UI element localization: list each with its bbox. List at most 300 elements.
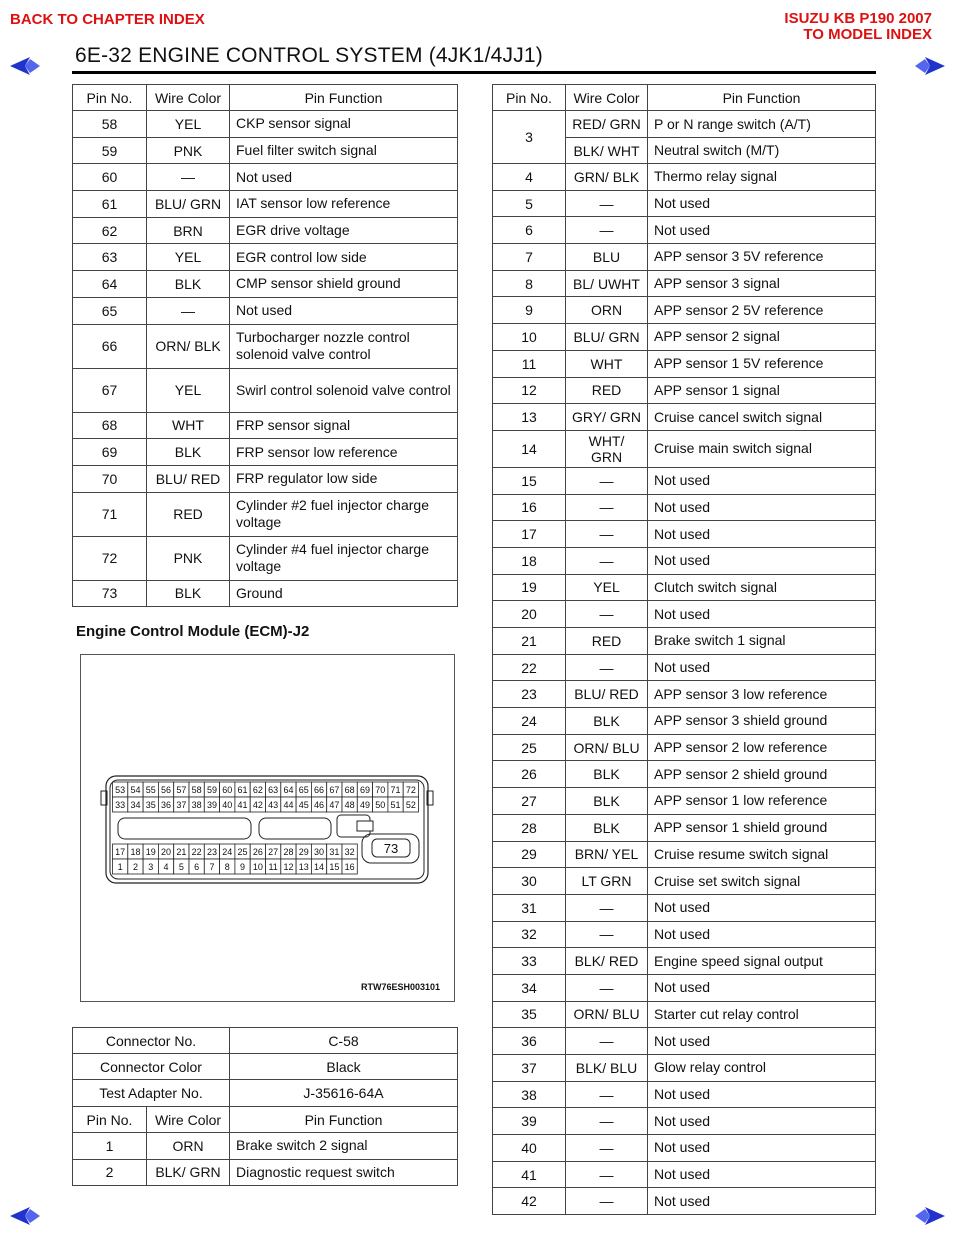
pin-number: 15: [329, 862, 340, 873]
table-row: [73, 1159, 458, 1186]
pin-no-cell: 42: [493, 1188, 566, 1215]
pin-number: 63: [268, 785, 279, 796]
next-page-arrow-icon[interactable]: [913, 55, 947, 77]
pin-no-cell: 29: [493, 841, 566, 868]
pin-no-cell: 25: [493, 734, 566, 761]
wire-color-cell: —: [566, 921, 648, 948]
pin-function-header: Pin Function: [230, 85, 458, 111]
pin-function-cell: Not used: [648, 601, 876, 628]
pin-function-cell: CMP sensor shield ground: [230, 271, 458, 298]
pin-no-cell: 64: [73, 271, 147, 298]
wire-color-header: Wire Color: [147, 85, 230, 111]
pin-no-cell: 13: [493, 404, 566, 431]
pin-function-cell: Turbocharger nozzle control solenoid valve control: [230, 324, 458, 368]
pin-number: 17: [115, 847, 126, 858]
table-row: [493, 430, 876, 467]
table-row: [493, 681, 876, 708]
pin-number: 60: [222, 785, 233, 796]
ecm-j2-heading: Engine Control Module (ECM)-J2: [76, 623, 310, 640]
pin-function-cell: Not used: [648, 1188, 876, 1215]
pin-number: 69: [359, 785, 370, 796]
pin-number: 33: [115, 800, 126, 811]
pin-no-header: Pin No.: [493, 85, 566, 111]
wire-color-cell: ORN/ BLK: [147, 324, 230, 368]
pin-no-cell: 8: [493, 270, 566, 297]
pin-function-cell: Cruise main switch signal: [648, 430, 876, 467]
wire-color-cell: BLK: [147, 439, 230, 466]
connector-no-value: C-58: [230, 1028, 458, 1054]
pin-number: 8: [224, 862, 230, 873]
pin-number: 56: [161, 785, 172, 796]
pin-no-cell: 16: [493, 494, 566, 521]
pin-function-cell: Cylinder #4 fuel injector charge voltage: [230, 536, 458, 580]
pin-no-cell: 6: [493, 217, 566, 244]
pin-number: 37: [176, 800, 187, 811]
table-row: [493, 574, 876, 601]
pin-number: 35: [145, 800, 156, 811]
table-row: [493, 628, 876, 655]
pin-function-cell: Not used: [648, 894, 876, 921]
pin-no-cell: 11: [493, 350, 566, 377]
pin-function-cell: Not used: [648, 494, 876, 521]
pin-function-cell: Not used: [648, 921, 876, 948]
pin-function-cell: EGR drive voltage: [230, 217, 458, 244]
pin-number: 59: [206, 785, 217, 796]
pin-function-cell: Not used: [648, 217, 876, 244]
connector-drawing: [81, 655, 454, 1001]
pin-function-cell: Not used: [648, 521, 876, 548]
pin-no-cell: 17: [493, 521, 566, 548]
table-row: [493, 841, 876, 868]
pin-function-cell: Brake switch 1 signal: [648, 628, 876, 655]
connector-no-label: Connector No.: [73, 1028, 230, 1054]
table-row: [493, 788, 876, 815]
wire-color-cell: —: [566, 601, 648, 628]
wire-color-cell: RED: [566, 628, 648, 655]
table-row: [73, 271, 458, 298]
pin-function-cell: APP sensor 2 low reference: [648, 734, 876, 761]
wire-color-cell: PNK: [147, 536, 230, 580]
table-row: [493, 761, 876, 788]
pin-number: 54: [130, 785, 141, 796]
pin-function-cell: Brake switch 2 signal: [230, 1133, 458, 1160]
table-header-row: [493, 85, 876, 111]
pin-no-cell: 34: [493, 974, 566, 1001]
table-row: [493, 547, 876, 574]
wire-color-cell: —: [566, 654, 648, 681]
connector-slot-left: [118, 818, 251, 839]
wire-color-cell: WHT: [147, 412, 230, 439]
wire-color-cell: ORN/ BLU: [566, 734, 648, 761]
pin-no-cell: 35: [493, 1001, 566, 1028]
wire-color-cell: —: [566, 521, 648, 548]
table-row: [493, 1001, 876, 1028]
pin-function-cell: Not used: [648, 974, 876, 1001]
pin-number: 62: [252, 785, 263, 796]
pin-function-cell: APP sensor 2 5V reference: [648, 297, 876, 324]
pin-number: 50: [375, 800, 386, 811]
pin-function-cell: EGR control low side: [230, 244, 458, 271]
pin-number: 20: [161, 847, 172, 858]
table-row: [493, 1135, 876, 1162]
ecm-j2-info-table: [72, 1027, 458, 1186]
table-row: [73, 191, 458, 218]
wire-color-cell: ORN/ BLU: [566, 1001, 648, 1028]
pin-number: 9: [240, 862, 246, 873]
pin-number: 14: [314, 862, 325, 873]
table-row: [493, 868, 876, 895]
pin-function-cell: APP sensor 2 signal: [648, 324, 876, 351]
wire-color-cell: BLU/ GRN: [147, 191, 230, 218]
wire-color-cell: —: [566, 1081, 648, 1108]
pin-no-cell: 4: [493, 164, 566, 191]
pin-no-cell: 22: [493, 654, 566, 681]
pin-number: 41: [237, 800, 248, 811]
pin-no-cell: 10: [493, 324, 566, 351]
table-row: [493, 297, 876, 324]
pin-no-cell: 71: [73, 492, 147, 536]
pin-number: 70: [375, 785, 386, 796]
pin-function-cell: IAT sensor low reference: [230, 191, 458, 218]
connector-key-tab: [357, 821, 373, 831]
pin-no-cell: 62: [73, 217, 147, 244]
table-row: [493, 217, 876, 244]
wire-color-cell: —: [566, 1188, 648, 1215]
pin-number: 21: [176, 847, 187, 858]
pin-number: 49: [359, 800, 370, 811]
table-row: [493, 974, 876, 1001]
wire-color-cell: LT GRN: [566, 868, 648, 895]
pin-no-cell: 66: [73, 324, 147, 368]
table-row: [493, 1161, 876, 1188]
pin-no-cell: 69: [73, 439, 147, 466]
pin-number: 18: [130, 847, 141, 858]
page-title: 6E-32 ENGINE CONTROL SYSTEM (4JK1/4JJ1): [75, 44, 543, 67]
pin-no-cell: 33: [493, 948, 566, 975]
pin-no-cell: 9: [493, 297, 566, 324]
wire-color-cell: —: [566, 974, 648, 1001]
pin-function-cell: Not used: [648, 1135, 876, 1162]
wire-color-cell: BLU/ RED: [566, 681, 648, 708]
wire-color-cell: BLK/ RED: [566, 948, 648, 975]
pin-function-cell: Not used: [648, 654, 876, 681]
pin-no-cell: 73: [73, 580, 147, 607]
pin-no-cell: 30: [493, 868, 566, 895]
pin-function-cell: Not used: [648, 1028, 876, 1055]
pin-number: 65: [298, 785, 309, 796]
pin-no-cell: 3: [493, 111, 566, 164]
table-row: [493, 708, 876, 735]
pin-number: 53: [115, 785, 126, 796]
pin-function-cell: APP sensor 3 low reference: [648, 681, 876, 708]
table-row: [493, 1188, 876, 1215]
pin-function-cell: Not used: [648, 467, 876, 494]
table-row: [73, 297, 458, 324]
table-row: [73, 536, 458, 580]
pin-number: 61: [237, 785, 248, 796]
pin-no-cell: 12: [493, 377, 566, 404]
wire-color-cell: BL/ UWHT: [566, 270, 648, 297]
pin-no-cell: 32: [493, 921, 566, 948]
pin-function-cell: Not used: [648, 547, 876, 574]
model-index-link[interactable]: [784, 11, 932, 43]
pin-number: 28: [283, 847, 294, 858]
pin-no-header: Pin No.: [73, 85, 147, 111]
pin-number: 27: [268, 847, 279, 858]
test-adapter-value: J-35616-64A: [230, 1080, 458, 1107]
pin-function-cell: Swirl control solenoid valve control: [230, 368, 458, 412]
pin-no-cell: 23: [493, 681, 566, 708]
pin-function-cell: Fuel filter switch signal: [230, 137, 458, 164]
prev-page-arrow-icon[interactable]: [8, 55, 42, 77]
wire-color-cell: BLK: [566, 761, 648, 788]
pin-function-cell: APP sensor 3 signal: [648, 270, 876, 297]
table-row: [73, 164, 458, 191]
wire-color-cell: —: [566, 217, 648, 244]
wire-color-cell: —: [566, 1135, 648, 1162]
table-row: [493, 1055, 876, 1082]
pin-function-cell: Thermo relay signal: [648, 164, 876, 191]
pin-no-cell: 59: [73, 137, 147, 164]
pin-number: 22: [191, 847, 202, 858]
pin-no-cell: 14: [493, 430, 566, 467]
pin-number: 4: [163, 862, 169, 873]
table-row: [493, 350, 876, 377]
wire-color-cell: RED/ GRN: [566, 111, 648, 138]
figure-id: RTW76ESH003101: [360, 982, 440, 992]
pin-function-cell: Diagnostic request switch: [230, 1159, 458, 1186]
pin-no-cell: 26: [493, 761, 566, 788]
pin-function-cell: Not used: [648, 1108, 876, 1135]
table-row: [493, 164, 876, 191]
table-row: [73, 111, 458, 138]
pin-no-cell: 5: [493, 190, 566, 217]
ecm-j1-pin-table: [72, 84, 458, 607]
table-header-row: [73, 85, 458, 111]
pin-no-cell: 28: [493, 814, 566, 841]
table-row: [73, 580, 458, 607]
table-row: [493, 1081, 876, 1108]
pin-number: 68: [344, 785, 355, 796]
model-name: ISUZU KB P190 2007: [784, 10, 932, 27]
back-to-chapter-index-link[interactable]: BACK TO CHAPTER INDEX: [10, 11, 205, 28]
pin-function-cell: APP sensor 3 5V reference: [648, 244, 876, 271]
pin-function-cell: Cruise set switch signal: [648, 868, 876, 895]
pin-no-cell: 61: [73, 191, 147, 218]
pin-no-cell: 36: [493, 1028, 566, 1055]
pin-number: 55: [145, 785, 156, 796]
prev-page-arrow-icon[interactable]: [8, 1205, 42, 1227]
pin-number: 31: [329, 847, 340, 858]
table-row: [493, 404, 876, 431]
pin-no-cell: 58: [73, 111, 147, 138]
wire-color-cell: RED: [566, 377, 648, 404]
wire-color-cell: ORN: [147, 1133, 230, 1160]
wire-color-cell: BLU/ RED: [147, 465, 230, 492]
wire-color-cell: —: [566, 894, 648, 921]
pin-number: 46: [314, 800, 325, 811]
table-row: [493, 894, 876, 921]
table-row: [493, 324, 876, 351]
wire-color-cell: —: [566, 467, 648, 494]
pin-function-cell: Cylinder #2 fuel injector charge voltage: [230, 492, 458, 536]
pin-no-cell: 40: [493, 1135, 566, 1162]
wire-color-cell: BLK: [147, 271, 230, 298]
pin-number: 13: [298, 862, 309, 873]
wire-color-header: Wire Color: [566, 85, 648, 111]
pin-function-cell: Not used: [648, 190, 876, 217]
wire-color-cell: BLK: [566, 708, 648, 735]
pin-number: 72: [405, 785, 416, 796]
pin-no-cell: 38: [493, 1081, 566, 1108]
wire-color-cell: —: [147, 297, 230, 324]
wire-color-cell: YEL: [147, 111, 230, 138]
wire-color-cell: BLK: [566, 788, 648, 815]
pin-function-cell: Not used: [230, 164, 458, 191]
pin-no-cell: 18: [493, 547, 566, 574]
pin-no-cell: 7: [493, 244, 566, 271]
wire-color-cell: —: [566, 1028, 648, 1055]
table-row: [493, 377, 876, 404]
title-divider: [72, 71, 876, 74]
test-adapter-row: [73, 1080, 458, 1107]
table-header-row: [73, 1107, 458, 1133]
pin-function-cell: Clutch switch signal: [648, 574, 876, 601]
pin-no-cell: 24: [493, 708, 566, 735]
pin-number: 16: [344, 862, 355, 873]
table-row: [493, 654, 876, 681]
connector-color-value: Black: [230, 1054, 458, 1080]
pin-function-cell: APP sensor 3 shield ground: [648, 708, 876, 735]
pin-number: 42: [252, 800, 263, 811]
wire-color-cell: YEL: [147, 244, 230, 271]
wire-color-cell: YEL: [147, 368, 230, 412]
pin-number: 5: [178, 862, 184, 873]
table-row: [73, 244, 458, 271]
table-row: [493, 1108, 876, 1135]
pin-number: 30: [314, 847, 325, 858]
pin-function-cell: APP sensor 1 signal: [648, 377, 876, 404]
pin-function-cell: Cruise resume switch signal: [648, 841, 876, 868]
pin-function-cell: Not used: [230, 297, 458, 324]
table-row: [493, 494, 876, 521]
wire-color-cell: —: [566, 1161, 648, 1188]
pin-function-header: Pin Function: [648, 85, 876, 111]
pin-number: 58: [191, 785, 202, 796]
pin-number: 43: [268, 800, 279, 811]
wire-color-cell: WHT/ GRN: [566, 430, 648, 467]
pin-function-cell: APP sensor 1 5V reference: [648, 350, 876, 377]
pin-function-cell: Not used: [648, 1161, 876, 1188]
ecm-j2-pin-table: [492, 84, 876, 1215]
pin-no-cell: 20: [493, 601, 566, 628]
pin-no-header: Pin No.: [73, 1107, 147, 1133]
pin-no-cell: 68: [73, 412, 147, 439]
pin-number: 23: [206, 847, 217, 858]
pin-number: 48: [344, 800, 355, 811]
table-row: [73, 439, 458, 466]
table-row: [493, 814, 876, 841]
table-row: [493, 244, 876, 271]
pin-number: 66: [314, 785, 325, 796]
table-row: [73, 324, 458, 368]
pin-number: 7: [209, 862, 215, 873]
table-row: [73, 465, 458, 492]
wire-color-cell: BRN: [147, 217, 230, 244]
pin-number: 52: [405, 800, 416, 811]
pin-number: 24: [222, 847, 233, 858]
pin-no-cell: 70: [73, 465, 147, 492]
wire-color-cell: BLK/ GRN: [147, 1159, 230, 1186]
pin-no-cell: 72: [73, 536, 147, 580]
pin-number: 71: [390, 785, 401, 796]
pin-function-cell: Starter cut relay control: [648, 1001, 876, 1028]
pin-number: 47: [329, 800, 340, 811]
pin-function-cell: FRP sensor low reference: [230, 439, 458, 466]
table-row: [493, 948, 876, 975]
connector-slot-middle: [259, 818, 331, 839]
pin-number: 40: [222, 800, 233, 811]
table-row: [73, 412, 458, 439]
connector-color-label: Connector Color: [73, 1054, 230, 1080]
pin-number: 51: [390, 800, 401, 811]
pin-function-cell: APP sensor 1 shield ground: [648, 814, 876, 841]
pin-number: 45: [298, 800, 309, 811]
pin-no-cell: 2: [73, 1159, 147, 1186]
wire-color-cell: —: [566, 494, 648, 521]
pin-function-cell: APP sensor 1 low reference: [648, 788, 876, 815]
connector-diagram: [80, 654, 455, 1002]
pin-no-cell: 15: [493, 467, 566, 494]
to-model-index-label[interactable]: TO MODEL INDEX: [803, 26, 932, 43]
pin-no-cell: 63: [73, 244, 147, 271]
wire-color-cell: BLU: [566, 244, 648, 271]
pin-no-cell: 31: [493, 894, 566, 921]
pin-number: 11: [268, 862, 278, 873]
table-row: [73, 368, 458, 412]
pin-number: 64: [283, 785, 294, 796]
next-page-arrow-icon[interactable]: [913, 1205, 947, 1227]
wire-color-header: Wire Color: [147, 1107, 230, 1133]
pin-no-cell: 67: [73, 368, 147, 412]
pin-number: 29: [298, 847, 309, 858]
table-row: [493, 467, 876, 494]
pin-number: 12: [283, 862, 294, 873]
wire-color-cell: —: [147, 164, 230, 191]
table-row: [493, 601, 876, 628]
pin-number: 57: [176, 785, 187, 796]
pin-function-cell: Ground: [230, 580, 458, 607]
wire-color-cell: BLU/ GRN: [566, 324, 648, 351]
pin-number: 25: [237, 847, 248, 858]
pin-no-cell: 37: [493, 1055, 566, 1082]
pin-number: 32: [344, 847, 355, 858]
wire-color-cell: BLK/ BLU: [566, 1055, 648, 1082]
wire-color-cell: BRN/ YEL: [566, 841, 648, 868]
pin-no-cell: 19: [493, 574, 566, 601]
pin-number: 34: [130, 800, 141, 811]
pin-no-cell: 65: [73, 297, 147, 324]
table-row: [73, 137, 458, 164]
pin-function-cell: Cruise cancel switch signal: [648, 404, 876, 431]
wire-color-cell: —: [566, 1108, 648, 1135]
pin-no-cell: 39: [493, 1108, 566, 1135]
pin-number: 39: [206, 800, 217, 811]
wire-color-cell: BLK/ WHT: [566, 138, 648, 164]
pin-function-cell: Not used: [648, 1081, 876, 1108]
wire-color-cell: BLK: [566, 814, 648, 841]
pin-function-cell: Engine speed signal output: [648, 948, 876, 975]
